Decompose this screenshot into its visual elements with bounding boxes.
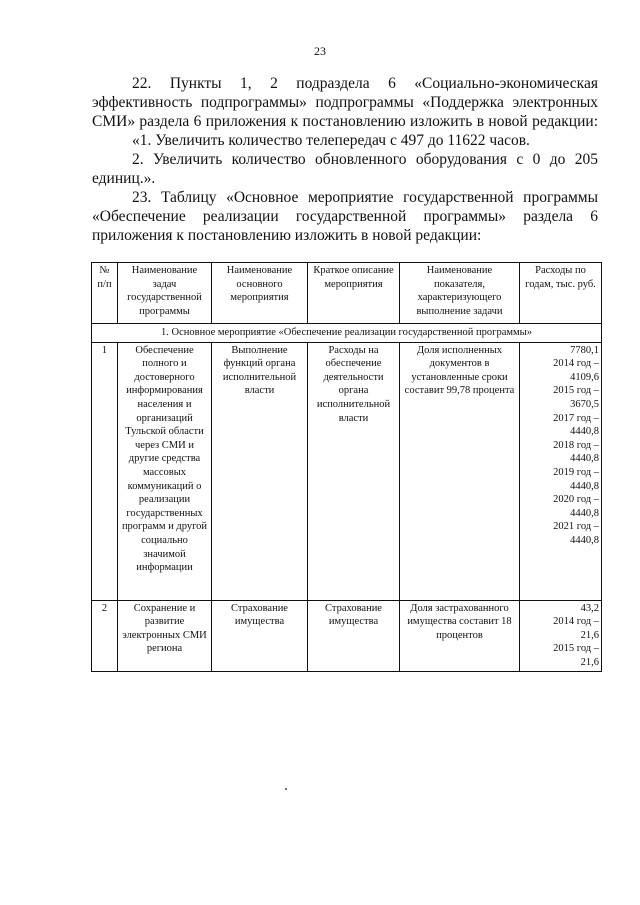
paragraph-line: 23. Таблицу «Основное мероприятие государственной программы xyxy=(132,189,598,206)
item-1-text: «1. Увеличить количество телепередач с 497 до 11622 часов. xyxy=(132,132,530,149)
expense-line: 4109,6 xyxy=(570,371,599,383)
header-indicator: Наименование показателя, характеризующего выполнение задачи xyxy=(400,263,520,324)
paragraph-23 xyxy=(92,188,598,245)
table-section-row xyxy=(92,324,602,343)
item-2 xyxy=(92,150,598,188)
row-activity: Страхование имущества xyxy=(212,600,308,671)
expense-line: 2014 год – xyxy=(553,358,599,370)
expense-line: 4440,8 xyxy=(570,453,599,465)
paragraph-line: 2. Увеличить количество обновленного оборудования с 0 до 205 xyxy=(132,151,598,168)
row-expenses xyxy=(520,342,602,600)
expense-line: 4440,8 xyxy=(570,426,599,438)
item-1 xyxy=(92,131,598,150)
row-description: Страхование имущества xyxy=(308,600,400,671)
expense-line: 21,6 xyxy=(580,629,599,641)
scan-speck xyxy=(285,788,287,790)
row-num: 2 xyxy=(92,600,118,671)
table-row xyxy=(92,342,602,600)
expense-line: 2019 год – xyxy=(553,466,599,478)
row-description: Расходы на обеспечение деятельности органа исполнительной власти xyxy=(308,342,400,600)
page-number: 23 xyxy=(314,44,326,58)
header-activity: Наименование основного мероприятия xyxy=(212,263,308,324)
table-header-row xyxy=(92,263,602,324)
row-task: Обеспечение полного и достоверного информирования населения и организаций Тульской области через СМИ и другие средства массовых коммуникаций о реализации государственных программ и другой социально значимой информации xyxy=(118,342,212,600)
expense-line: 43,2 xyxy=(580,602,599,614)
row-indicator: Доля исполненных документов в установленные сроки составит 99,78 процента xyxy=(400,342,520,600)
expense-line: 4440,8 xyxy=(570,507,599,519)
row-task: Сохранение и развитие электронных СМИ региона xyxy=(118,600,212,671)
paragraph-22 xyxy=(92,74,598,131)
header-num: № п/п xyxy=(92,263,118,324)
paragraph-line: СМИ» раздела 6 приложения к постановлению изложить в новой редакции: xyxy=(92,113,598,130)
row-indicator: Доля застрахованного имущества составит 18 процентов xyxy=(400,600,520,671)
header-description: Краткое описание мероприятия xyxy=(308,263,400,324)
paragraph-line: единиц.». xyxy=(92,170,156,187)
expense-line: 21,6 xyxy=(580,656,599,668)
expense-line: 2021 год – xyxy=(553,521,599,533)
row-activity: Выполнение функций органа исполнительной власти xyxy=(212,342,308,600)
paragraph-line: 22. Пункты 1, 2 подраздела 6 «Социально-экономическая xyxy=(132,75,598,92)
expense-line: 3670,5 xyxy=(570,398,599,410)
header-expenses: Расходы по годам, тыс. руб. xyxy=(520,263,602,324)
paragraph-line: «Обеспечение реализации государственной программы» раздела 6 xyxy=(92,208,598,225)
activity-table xyxy=(91,262,602,672)
table-row xyxy=(92,600,602,671)
expense-line: 2020 год – xyxy=(553,494,599,506)
paragraph-line: приложения к постановлению изложить в новой редакции: xyxy=(92,227,482,244)
expense-line: 4440,8 xyxy=(570,480,599,492)
expense-line: 7780,1 xyxy=(570,344,599,356)
expense-line: 2015 год – xyxy=(553,385,599,397)
row-num: 1 xyxy=(92,342,118,600)
paragraph-line: эффективность подпрограммы» подпрограммы «Поддержка электронных xyxy=(92,94,598,111)
expense-line: 2017 год – xyxy=(553,412,599,424)
expense-line: 4440,8 xyxy=(570,534,599,546)
expense-line: 2018 год – xyxy=(553,439,599,451)
expense-line: 2014 год – xyxy=(553,616,599,628)
row-expenses xyxy=(520,600,602,671)
expense-line: 2015 год – xyxy=(553,643,599,655)
header-task: Наименование задач государственной программы xyxy=(118,263,212,324)
section-title: 1. Основное мероприятие «Обеспечение реализации государственной программы» xyxy=(92,324,602,343)
